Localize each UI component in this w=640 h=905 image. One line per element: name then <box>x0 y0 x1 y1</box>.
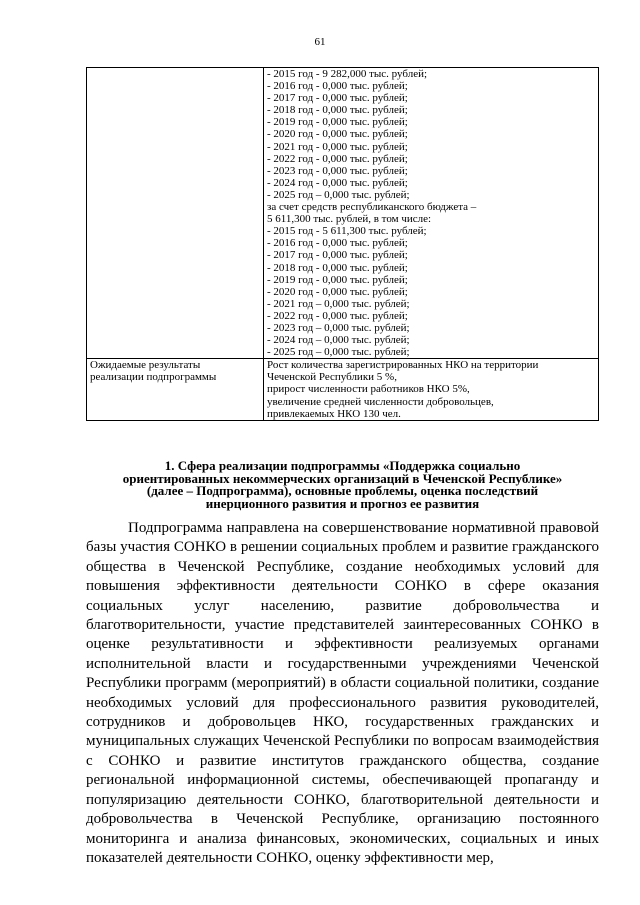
subprogram-passport-table <box>86 67 599 421</box>
financing-line: - 2019 год - 0,000 тыс. рублей; <box>267 116 408 129</box>
expected-results-line: увеличение средней численности добровольцев, <box>267 395 494 408</box>
section-heading <box>86 460 599 510</box>
section-heading-line: ориентированных некоммерческих организаций в Чеченской Республике» <box>122 470 563 486</box>
body-paragraph: Подпрограмма направлена на совершенствование нормативной правовой базы участия СОНКО в решении социальных проблем и развитие гражданского общества в Чеченской Республике, создание необходимых условий для повышения эффективности деятельности СОНКО в сфере оказания социальных услуг населению, развитие добровольчества и благотворительности, участие представителей заинтересованных СОНКО в оценке результативности и эффективности реализуемых органами исполнительной власти и государственными учреждениями Чеченской Республики программ (мероприятий) в области социальной политики, создание необходимых условий для профессионального развития руководителей, сотрудников и добровольцев НКО, государственных гражданских и муниципальных служащих Чеченской Республики по вопросам взаимодействия с СОНКО и развитие институтов гражданского общества, создание региональной информационной системы, обеспечивающей пропаганду и популяризацию деятельности СОНКО, благотворительной деятельности и добровольчества в Чеченской Республике, организацию постоянного мониторинга и анализа финансовых, экономических, социальных и иных показателей деятельности СОНКО, оценку эффективности мер, <box>86 520 599 866</box>
section-heading-line: инерционного развития и прогноз ее развития <box>205 495 480 511</box>
expected-results-line: Рост количества зарегистрированных НКО на территории <box>267 359 539 372</box>
financing-cell <box>264 68 599 359</box>
financing-line: - 2016 год - 0,000 тыс. рублей; <box>267 80 408 93</box>
page-number: 61 <box>314 36 326 48</box>
section-heading-line: (далее – Подпрограмма), основные проблемы, оценка последствий <box>146 483 539 498</box>
financing-line: - 2018 год - 0,000 тыс. рублей; <box>267 104 408 117</box>
financing-line: - 2020 год - 0,000 тыс. рублей; <box>267 128 408 141</box>
financing-line: - 2017 год - 0,000 тыс. рублей; <box>267 92 408 105</box>
expected-results-label-line: Ожидаемые результаты <box>90 359 201 372</box>
expected-results-line: Чеченской Республики 5 %, <box>267 371 397 384</box>
expected-results-value-cell <box>264 359 599 420</box>
financing-line: - 2025 год – 0,000 тыс. рублей; <box>267 188 410 201</box>
financing-line: - 2023 год - 0,000 тыс. рублей; <box>267 164 408 177</box>
financing-line: - 2016 год - 0,000 тыс. рублей; <box>267 237 408 250</box>
financing-line: 5 611,300 тыс. рублей, в том числе: <box>267 213 432 226</box>
financing-line: - 2025 год – 0,000 тыс. рублей; <box>267 346 410 359</box>
table-row-financing <box>87 68 599 359</box>
table-cell-empty <box>87 68 264 359</box>
financing-line: - 2015 год - 5 611,300 тыс. рублей; <box>267 225 427 238</box>
table-row-expected-results <box>87 359 599 420</box>
expected-results-label-line: реализации подпрограммы <box>90 371 217 384</box>
expected-results-label-cell <box>87 359 264 420</box>
financing-line: - 2018 год - 0,000 тыс. рублей; <box>267 261 408 274</box>
financing-line: за счет средств республиканского бюджета – <box>267 201 477 214</box>
financing-line: - 2021 год - 0,000 тыс. рублей; <box>267 140 408 153</box>
expected-results-line: привлекаемых НКО 130 чел. <box>267 407 401 420</box>
financing-line: - 2015 год - 9 282,000 тыс. рублей; <box>267 68 428 80</box>
expected-results-line: прирост численности работников НКО 5%, <box>267 383 470 396</box>
financing-line: - 2024 год - 0,000 тыс. рублей; <box>267 176 408 189</box>
financing-line: - 2024 год – 0,000 тыс. рублей; <box>267 334 410 347</box>
section-heading-line: 1. Сфера реализации подпрограммы «Поддержка социально <box>164 458 521 473</box>
financing-line: - 2023 год – 0,000 тыс. рублей; <box>267 321 410 334</box>
financing-line: - 2020 год - 0,000 тыс. рублей; <box>267 285 408 298</box>
financing-line: - 2019 год - 0,000 тыс. рублей; <box>267 273 408 286</box>
financing-line: - 2022 год - 0,000 тыс. рублей; <box>267 309 408 322</box>
financing-line: - 2021 год – 0,000 тыс. рублей; <box>267 297 410 310</box>
financing-line: - 2017 год - 0,000 тыс. рублей; <box>267 249 408 262</box>
financing-line: - 2022 год - 0,000 тыс. рублей; <box>267 152 408 165</box>
